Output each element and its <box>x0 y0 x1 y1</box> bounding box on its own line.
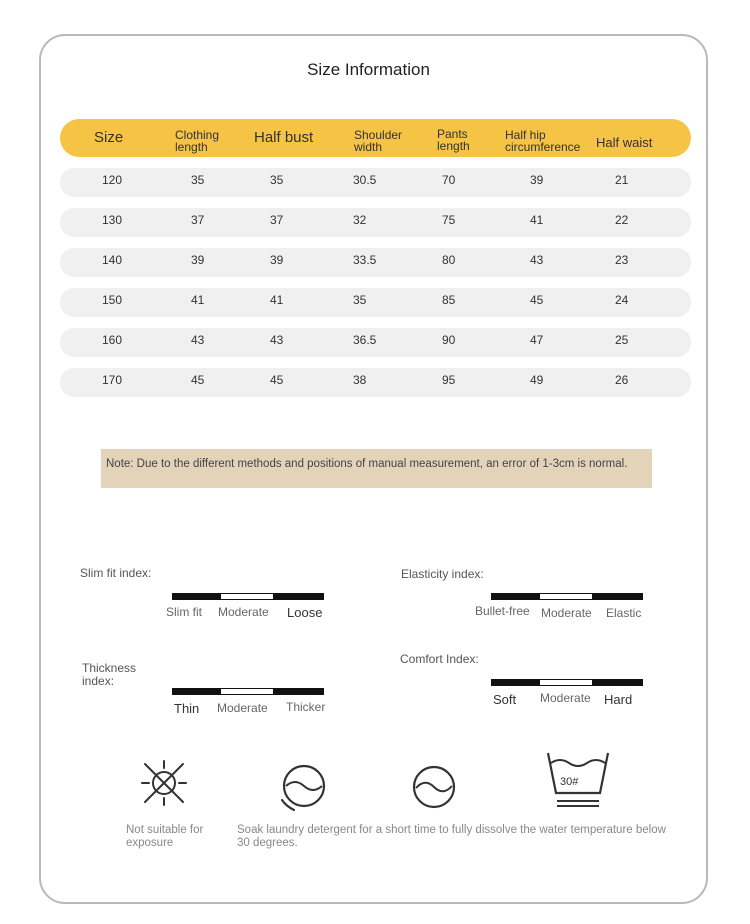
cell-clothing-length: 45 <box>191 373 205 387</box>
thickness-tick-1: Thin <box>174 701 200 716</box>
cell-size: 140 <box>102 253 123 267</box>
cell-size: 130 <box>102 213 123 227</box>
care-text-right: Soak laundry detergent for a short time to fully dissolve the water temperature below 30 degrees. <box>237 824 666 849</box>
table-row <box>60 368 691 397</box>
table-row <box>60 208 691 237</box>
elasticity-scale <box>491 593 643 600</box>
table-row <box>60 328 691 357</box>
page-title: Size Information <box>307 60 430 79</box>
no-sun-exposure-icon <box>139 758 189 808</box>
wash-30-degrees-icon <box>544 749 614 811</box>
slim-fit-tick-1: Slim fit <box>166 605 202 619</box>
comfort-selected-segment <box>540 680 592 685</box>
header-half-bust: Half bust <box>254 129 314 146</box>
cell-half-waist: 21 <box>615 173 629 187</box>
elasticity-tick-3: Elastic <box>606 606 642 620</box>
measurement-note: Note: Due to the different methods and positions of manual measurement, an error of 1-3cm is normal. <box>101 449 652 488</box>
cell-half-waist: 22 <box>615 213 629 227</box>
thickness-tick-3: Thicker <box>286 700 326 714</box>
cell-size: 150 <box>102 293 123 307</box>
header-half-waist: Half waist <box>596 135 653 150</box>
thickness-tick-2: Moderate <box>217 701 268 715</box>
cell-half-hip: 43 <box>530 253 544 267</box>
cell-shoulder-width: 35 <box>353 293 367 307</box>
thickness-scale <box>172 688 324 695</box>
header-size: Size <box>94 129 124 146</box>
cell-half-bust: 35 <box>270 173 284 187</box>
cell-half-waist: 24 <box>615 293 629 307</box>
comfort-tick-1: Soft <box>493 692 517 707</box>
comfort-scale <box>491 679 643 686</box>
slim-fit-index-label: Slim fit index: <box>80 566 152 580</box>
cell-size: 170 <box>102 373 123 387</box>
cell-half-hip: 47 <box>530 333 544 347</box>
elasticity-tick-1: Bullet-free <box>475 604 530 618</box>
cell-half-waist: 26 <box>615 373 629 387</box>
table-row <box>60 248 691 277</box>
cell-half-bust: 39 <box>270 253 284 267</box>
cell-shoulder-width: 32 <box>353 213 367 227</box>
header-half-hip: Half hip circumference <box>505 128 581 154</box>
header-pants-length: Pants length <box>437 127 470 153</box>
slim-fit-selected-segment <box>221 594 273 599</box>
thickness-index-label: Thickness index: <box>82 661 137 688</box>
cell-pants-length: 95 <box>442 373 456 387</box>
elasticity-tick-2: Moderate <box>541 606 592 620</box>
table-row <box>60 288 691 317</box>
cell-pants-length: 80 <box>442 253 456 267</box>
cell-shoulder-width: 36.5 <box>353 333 377 347</box>
cell-size: 160 <box>102 333 123 347</box>
elasticity-index-label: Elasticity index: <box>401 567 484 581</box>
cell-half-hip: 49 <box>530 373 544 387</box>
wash-temp-label: 30# <box>560 776 579 788</box>
soak-icon <box>276 762 328 814</box>
slim-fit-scale <box>172 593 324 600</box>
table-row <box>60 168 691 197</box>
cell-clothing-length: 43 <box>191 333 205 347</box>
cell-half-hip: 41 <box>530 213 544 227</box>
cell-half-hip: 45 <box>530 293 544 307</box>
elasticity-selected-segment <box>540 594 592 599</box>
cell-clothing-length: 35 <box>191 173 205 187</box>
cell-half-bust: 45 <box>270 373 284 387</box>
cell-half-bust: 37 <box>270 213 284 227</box>
cell-clothing-length: 39 <box>191 253 205 267</box>
thickness-selected-segment <box>221 689 273 694</box>
cell-pants-length: 75 <box>442 213 456 227</box>
cell-clothing-length: 37 <box>191 213 205 227</box>
cell-clothing-length: 41 <box>191 293 205 307</box>
cell-half-bust: 43 <box>270 333 284 347</box>
header-shoulder-width: Shoulder width <box>354 128 403 154</box>
slim-fit-tick-3: Loose <box>287 605 323 620</box>
cell-size: 120 <box>102 173 123 187</box>
comfort-tick-3: Hard <box>604 692 633 707</box>
wash-icon <box>411 764 457 810</box>
cell-pants-length: 70 <box>442 173 456 187</box>
header-clothing-length: Clothing length <box>175 128 220 154</box>
cell-shoulder-width: 33.5 <box>353 253 377 267</box>
cell-pants-length: 90 <box>442 333 456 347</box>
cell-pants-length: 85 <box>442 293 456 307</box>
cell-half-waist: 25 <box>615 333 629 347</box>
care-text-left: Not suitable for exposure <box>126 824 204 849</box>
cell-shoulder-width: 38 <box>353 373 367 387</box>
cell-half-waist: 23 <box>615 253 629 267</box>
slim-fit-tick-2: Moderate <box>218 605 269 619</box>
cell-half-hip: 39 <box>530 173 544 187</box>
table-header <box>60 119 691 157</box>
comfort-index-label: Comfort Index: <box>400 652 479 666</box>
comfort-tick-2: Moderate <box>540 691 591 705</box>
cell-shoulder-width: 30.5 <box>353 173 377 187</box>
cell-half-bust: 41 <box>270 293 284 307</box>
